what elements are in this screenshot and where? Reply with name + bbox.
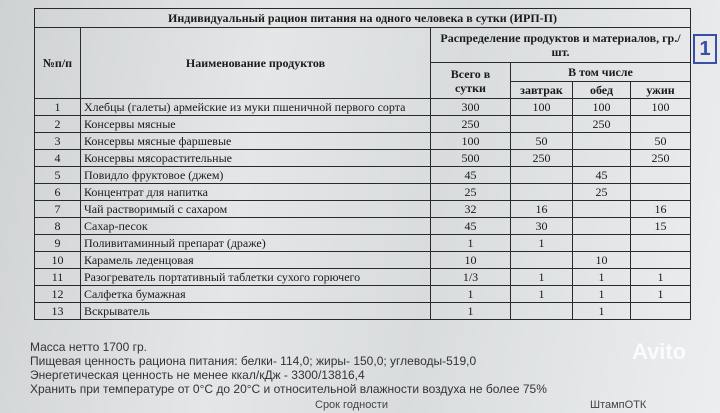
lunch-amount xyxy=(573,150,631,167)
dinner-amount: 250 xyxy=(631,150,691,167)
product-name: Чай растворимый с сахаром xyxy=(81,201,431,218)
lunch-amount: 25 xyxy=(573,184,631,201)
product-name: Разогреватель портативный таблетки сухого горючего xyxy=(81,269,431,286)
header-num: №п/п xyxy=(35,28,81,99)
lunch-amount: 1 xyxy=(573,269,631,286)
lunch-amount xyxy=(573,218,631,235)
dinner-amount xyxy=(631,235,691,252)
total-per-day: 300 xyxy=(431,99,511,116)
breakfast-amount: 16 xyxy=(511,201,573,218)
lunch-amount xyxy=(573,201,631,218)
lunch-amount: 1 xyxy=(573,286,631,303)
avito-watermark: Avito xyxy=(632,339,687,364)
row-number: 3 xyxy=(35,133,81,150)
breakfast-amount: 100 xyxy=(511,99,573,116)
total-per-day: 45 xyxy=(431,218,511,235)
net-mass: Масса нетто 1700 гр. xyxy=(30,340,147,354)
table-row xyxy=(35,133,691,150)
breakfast-amount xyxy=(511,252,573,269)
lunch-amount: 1 xyxy=(573,303,631,320)
row-number: 4 xyxy=(35,150,81,167)
dinner-amount xyxy=(631,116,691,133)
header-breakfast: завтрак xyxy=(511,82,573,99)
dinner-amount: 1 xyxy=(631,269,691,286)
total-per-day: 25 xyxy=(431,184,511,201)
lunch-amount: 100 xyxy=(573,99,631,116)
table-row xyxy=(35,201,691,218)
otk-stamp-label: ШтампОТК xyxy=(590,399,647,411)
stamp-number: 1 xyxy=(693,34,717,64)
table-row xyxy=(35,252,691,269)
product-name: Повидло фруктовое (джем) xyxy=(81,167,431,184)
dinner-amount xyxy=(631,252,691,269)
row-number: 8 xyxy=(35,218,81,235)
breakfast-amount: 1 xyxy=(511,286,573,303)
total-per-day: 45 xyxy=(431,167,511,184)
dinner-amount: 100 xyxy=(631,99,691,116)
breakfast-amount: 30 xyxy=(511,218,573,235)
lunch-amount: 10 xyxy=(573,252,631,269)
total-per-day: 500 xyxy=(431,150,511,167)
breakfast-amount xyxy=(511,184,573,201)
product-name: Консервы мясные xyxy=(81,116,431,133)
lunch-amount xyxy=(573,235,631,252)
total-per-day: 100 xyxy=(431,133,511,150)
breakfast-amount: 1 xyxy=(511,235,573,252)
table-row xyxy=(35,303,691,320)
lunch-amount xyxy=(573,133,631,150)
total-per-day: 10 xyxy=(431,252,511,269)
header-total: Всего в сутки xyxy=(431,63,511,99)
row-number: 10 xyxy=(35,252,81,269)
product-name: Поливитаминный препарат (драже) xyxy=(81,235,431,252)
lunch-amount: 250 xyxy=(573,116,631,133)
dinner-amount xyxy=(631,167,691,184)
ration-table xyxy=(34,8,691,320)
product-name: Консервы мясорастительные xyxy=(81,150,431,167)
dinner-amount xyxy=(631,184,691,201)
product-name: Вскрыватель xyxy=(81,303,431,320)
breakfast-amount: 250 xyxy=(511,150,573,167)
total-per-day: 1 xyxy=(431,286,511,303)
breakfast-amount: 50 xyxy=(511,133,573,150)
dinner-amount: 15 xyxy=(631,218,691,235)
lunch-amount: 45 xyxy=(573,167,631,184)
product-name: Салфетка бумажная xyxy=(81,286,431,303)
breakfast-amount xyxy=(511,303,573,320)
header-name: Наименование продуктов xyxy=(81,28,431,99)
table-row xyxy=(35,235,691,252)
row-number: 11 xyxy=(35,269,81,286)
header-including: В том числе xyxy=(511,63,691,82)
table-row xyxy=(35,269,691,286)
row-number: 5 xyxy=(35,167,81,184)
header-dinner: ужин xyxy=(631,82,691,99)
table-row xyxy=(35,116,691,133)
row-number: 12 xyxy=(35,286,81,303)
energy-value: Энергетическая ценность не менее ккал/кДж - 3300/13816,4 xyxy=(30,368,365,382)
dinner-amount: 1 xyxy=(631,286,691,303)
table-row xyxy=(35,167,691,184)
shelf-life-label: Срок годности xyxy=(315,399,388,411)
row-number: 9 xyxy=(35,235,81,252)
product-name: Сахар-песок xyxy=(81,218,431,235)
dinner-amount xyxy=(631,303,691,320)
total-per-day: 1 xyxy=(431,303,511,320)
table-row xyxy=(35,286,691,303)
product-name: Хлебцы (галеты) армейские из муки пшеничной первого сорта xyxy=(81,99,431,116)
row-number: 6 xyxy=(35,184,81,201)
product-name: Концентрат для напитка xyxy=(81,184,431,201)
table-row xyxy=(35,184,691,201)
row-number: 7 xyxy=(35,201,81,218)
total-per-day: 32 xyxy=(431,201,511,218)
total-per-day: 1 xyxy=(431,235,511,252)
table-row xyxy=(35,99,691,116)
breakfast-amount xyxy=(511,167,573,184)
table-row xyxy=(35,218,691,235)
header-lunch: обед xyxy=(573,82,631,99)
dinner-amount: 50 xyxy=(631,133,691,150)
row-number: 1 xyxy=(35,99,81,116)
product-name: Карамель леденцовая xyxy=(81,252,431,269)
table-title: Индивидуальный рацион питания на одного человека в сутки (ИРП-П) xyxy=(35,9,691,28)
storage-conditions: Хранить при температуре от 0°С до 20°С и относительной влажности воздуха не более 75% xyxy=(30,382,547,396)
table-row xyxy=(35,150,691,167)
nutrition-value: Пищевая ценность рациона питания: белки- 114,0; жиры- 150,0; углеводы-519,0 xyxy=(30,354,477,368)
row-number: 13 xyxy=(35,303,81,320)
breakfast-amount: 1 xyxy=(511,269,573,286)
breakfast-amount xyxy=(511,116,573,133)
total-per-day: 1/3 xyxy=(431,269,511,286)
total-per-day: 250 xyxy=(431,116,511,133)
dinner-amount: 16 xyxy=(631,201,691,218)
product-name: Консервы мясные фаршевые xyxy=(81,133,431,150)
header-distribution: Распределение продуктов и материалов, гр./шт. xyxy=(431,28,691,63)
row-number: 2 xyxy=(35,116,81,133)
